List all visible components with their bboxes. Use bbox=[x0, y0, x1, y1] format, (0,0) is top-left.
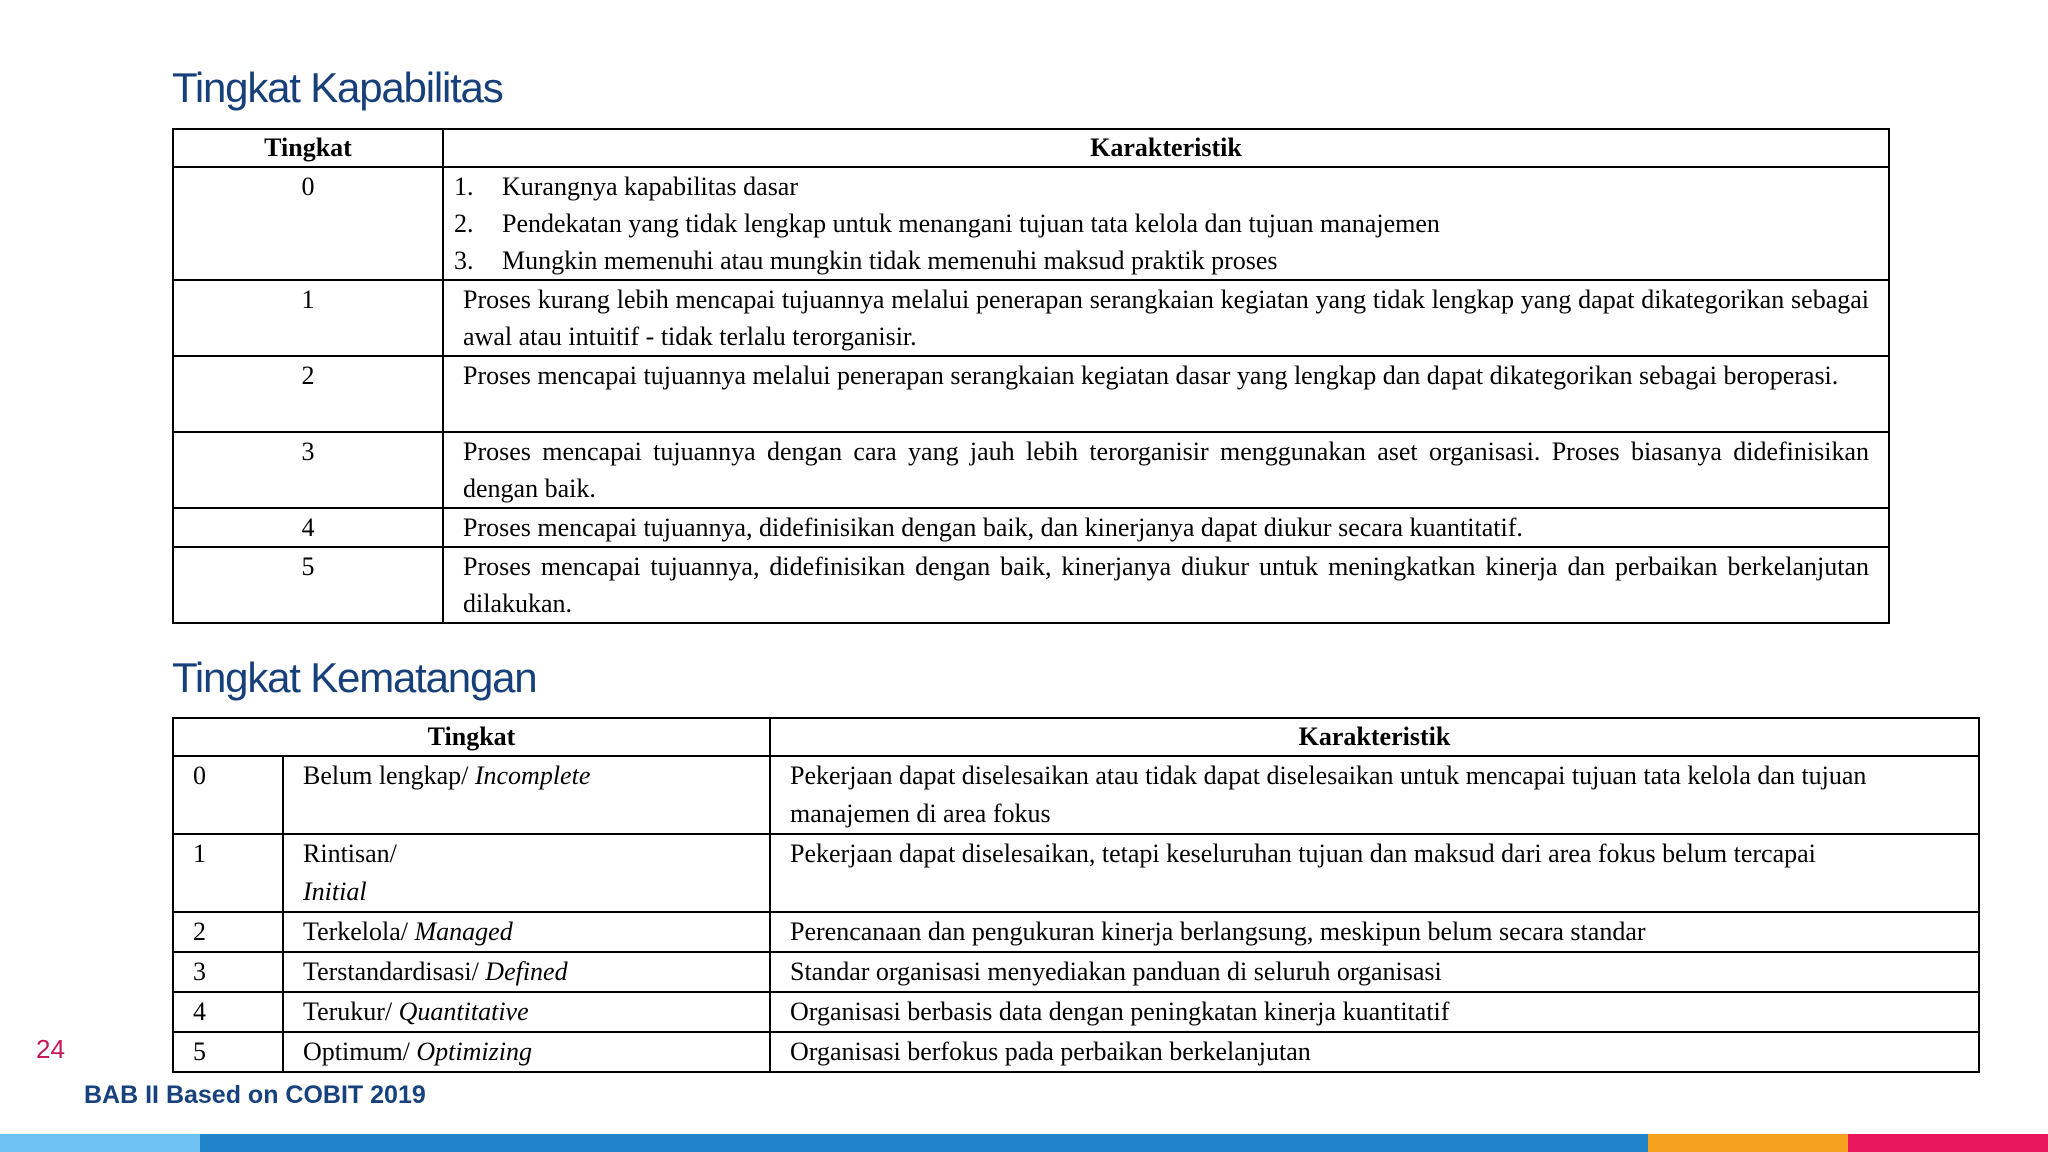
characteristic-cell: Proses kurang lebih mencapai tujuannya melalui penerapan serangkaian kegiatan yang tidak lengkap yang dapat dikategorikan sebagai awal atau intuitif - tidak terlalu terorganisir. bbox=[443, 280, 1889, 356]
characteristic-cell: Standar organisasi menyediakan panduan di seluruh organisasi bbox=[770, 952, 1979, 992]
level-name-english: Defined bbox=[485, 957, 568, 986]
capability-title: Tingkat Kapabilitas bbox=[172, 64, 503, 111]
list-number: 1. bbox=[454, 172, 474, 201]
header-level: Tingkat bbox=[173, 718, 770, 756]
list-number: 2. bbox=[454, 209, 474, 238]
characteristic-cell: Organisasi berfokus pada perbaikan berkelanjutan bbox=[770, 1032, 1979, 1072]
table-row bbox=[173, 912, 1979, 952]
level-name: Terkelola/ bbox=[303, 917, 415, 946]
header-level: Tingkat bbox=[173, 129, 443, 167]
characteristic-cell: Proses mencapai tujuannya, didefinisikan dengan baik, kinerjanya diukur untuk meningkatkan kinerja dan perbaikan berkelanjutan dilakukan. bbox=[443, 547, 1889, 623]
table-row bbox=[173, 834, 1979, 912]
level-name-cell bbox=[283, 1032, 770, 1072]
level-name-cell bbox=[283, 756, 770, 834]
characteristic-cell: Proses mencapai tujuannya melalui penerapan serangkaian kegiatan dasar yang lengkap dan dapat dikategorikan sebagai beroperasi. bbox=[443, 356, 1889, 432]
list-item bbox=[454, 168, 1869, 205]
level-cell: 3 bbox=[173, 952, 283, 992]
level-cell: 5 bbox=[173, 547, 443, 623]
table-row bbox=[173, 952, 1979, 992]
characteristic-cell: Proses mencapai tujuannya dengan cara yang jauh lebih terorganisir menggunakan aset organisasi. Proses biasanya didefinisikan dengan baik. bbox=[443, 432, 1889, 508]
table-row bbox=[173, 547, 1889, 623]
table-row bbox=[173, 167, 1889, 280]
table-row bbox=[173, 1032, 1979, 1072]
level-cell: 4 bbox=[173, 992, 283, 1032]
header-characteristic: Karakteristik bbox=[770, 718, 1979, 756]
level-cell: 5 bbox=[173, 1032, 283, 1072]
table-row bbox=[173, 508, 1889, 547]
footer-bar-light-blue bbox=[0, 1134, 200, 1152]
footer-bar-pink bbox=[1848, 1134, 2048, 1152]
maturity-table bbox=[172, 717, 1980, 1073]
list-text: Pendekatan yang tidak lengkap untuk menangani tujuan tata kelola dan tujuan manajemen bbox=[502, 209, 1440, 238]
table-row bbox=[173, 756, 1979, 834]
level-cell: 2 bbox=[173, 912, 283, 952]
footer-bar-orange bbox=[1648, 1134, 1848, 1152]
characteristic-cell bbox=[443, 167, 1889, 280]
header-characteristic: Karakteristik bbox=[443, 129, 1889, 167]
footer-text: BAB II Based on COBIT 2019 bbox=[84, 1081, 426, 1109]
level-name: Terukur/ bbox=[303, 997, 399, 1026]
level-name-english: Quantitative bbox=[398, 997, 529, 1026]
capability-table bbox=[172, 128, 1890, 624]
level-name: Rintisan/ bbox=[303, 839, 397, 868]
level-name-cell bbox=[283, 912, 770, 952]
characteristic-cell: Organisasi berbasis data dengan peningkatan kinerja kuantitatif bbox=[770, 992, 1979, 1032]
list-text: Kurangnya kapabilitas dasar bbox=[502, 172, 799, 201]
list-item bbox=[454, 242, 1869, 279]
level-name-cell bbox=[283, 834, 770, 912]
level-name: Belum lengkap/ bbox=[303, 761, 475, 790]
level-name: Optimum/ bbox=[303, 1037, 417, 1066]
level-cell: 1 bbox=[173, 834, 283, 912]
level-cell: 0 bbox=[173, 167, 443, 280]
level-name-english: Managed bbox=[414, 917, 513, 946]
characteristic-cell: Pekerjaan dapat diselesaikan, tetapi keseluruhan tujuan dan maksud dari area fokus belum tercapai bbox=[770, 834, 1979, 912]
level-name-english: Initial bbox=[303, 877, 367, 906]
list-number: 3. bbox=[454, 246, 474, 275]
table-row bbox=[173, 280, 1889, 356]
level-cell: 0 bbox=[173, 756, 283, 834]
level-name-english: Optimizing bbox=[416, 1037, 532, 1066]
characteristic-cell: Proses mencapai tujuannya, didefinisikan dengan baik, dan kinerjanya dapat diukur secara kuantitatif. bbox=[443, 508, 1889, 547]
table-row bbox=[173, 432, 1889, 508]
level-cell: 2 bbox=[173, 356, 443, 432]
level-name-cell bbox=[283, 952, 770, 992]
level-name: Terstandardisasi/ bbox=[303, 957, 486, 986]
level-name-cell bbox=[283, 992, 770, 1032]
characteristic-cell: Pekerjaan dapat diselesaikan atau tidak dapat diselesaikan untuk mencapai tujuan tata kelola dan tujuan manajemen di area fokus bbox=[770, 756, 1979, 834]
footer-bar-blue bbox=[200, 1134, 1648, 1152]
characteristic-cell: Perencanaan dan pengukuran kinerja berlangsung, meskipun belum secara standar bbox=[770, 912, 1979, 952]
maturity-title: Tingkat Kematangan bbox=[172, 654, 537, 701]
level-cell: 4 bbox=[173, 508, 443, 547]
level-name-english: Incomplete bbox=[474, 761, 591, 790]
table-header-row bbox=[173, 129, 1889, 167]
table-row bbox=[173, 992, 1979, 1032]
level-cell: 1 bbox=[173, 280, 443, 356]
page-number: 24 bbox=[36, 1034, 65, 1064]
table-header-row bbox=[173, 718, 1979, 756]
table-row bbox=[173, 356, 1889, 432]
level-cell: 3 bbox=[173, 432, 443, 508]
list-item bbox=[454, 205, 1869, 242]
list-text: Mungkin memenuhi atau mungkin tidak memenuhi maksud praktik proses bbox=[502, 246, 1278, 275]
